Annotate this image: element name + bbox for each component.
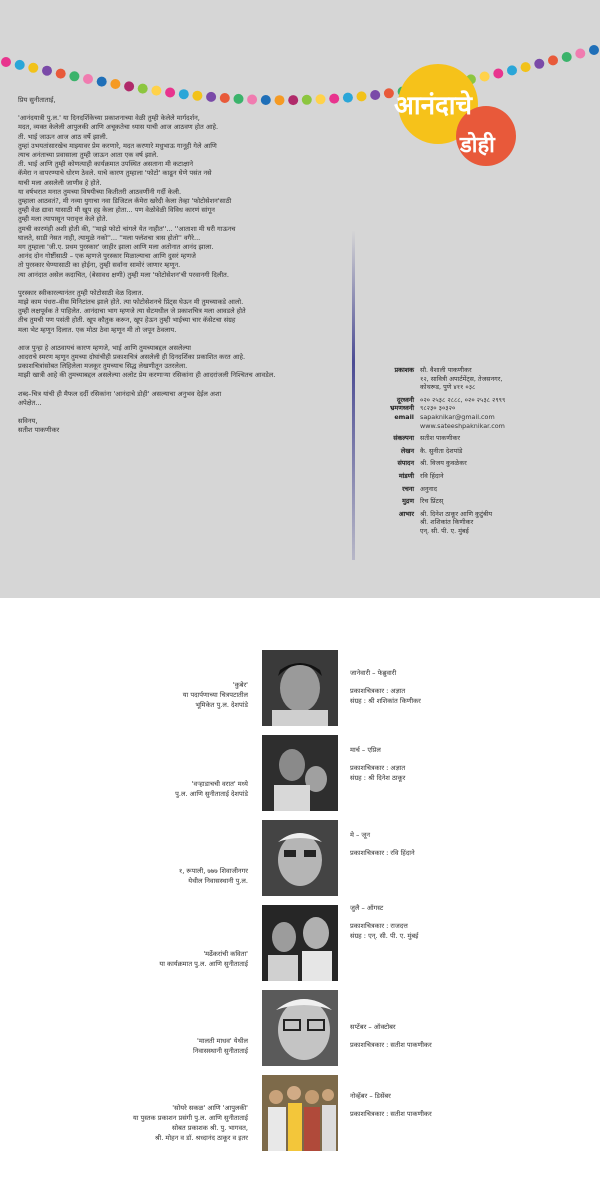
photo-portrait-2 — [262, 735, 338, 811]
credit-line: सतीश पाकणीकर — [420, 434, 460, 443]
calendar-index — [0, 598, 600, 1200]
caption-line: येथील निवासस्थानी पु.ल. — [188, 877, 248, 885]
caption-line: भूमिकेत पु.ल. देशपांडे — [195, 701, 248, 709]
credit-label: email — [394, 412, 414, 421]
credit-label: आभार — [398, 509, 414, 518]
letter-line: त्या आनंदात असेल कदाचित, (बेसावध क्षणी) तुम्ही मला 'फोटोसेशन'ची परवानगी दिलीत. — [18, 270, 229, 279]
credit-line: श्री. शशिकांत किणीकर — [420, 518, 474, 527]
letter-line: ती. भाई आणि तुम्ही कोणत्याही कार्यक्रमात उपस्थित असताना मी कटाक्षाने — [18, 160, 194, 169]
letter-closing: सविनय, — [18, 417, 38, 426]
credit-line: कै. सुनीता देशपांडे — [420, 446, 463, 455]
letter-line: त्याच अनंताच्या प्रवासाला तुम्ही जाऊन आता एक वर्ष झाले. — [18, 151, 159, 160]
letter-line: पुरस्कार स्वीकारल्यानंतर तुम्ही फोटोसाठी वेळ दिलात. — [18, 288, 144, 297]
caption-line: १, रूपाली, ७७७ शिवाजीनगर — [178, 867, 248, 875]
bead — [97, 77, 107, 87]
month-info — [350, 830, 590, 858]
bead — [56, 69, 66, 79]
caption-line: निवासस्थानी सुनीताताई — [192, 1047, 248, 1055]
caption-line: 'मालती माधव' येथील — [197, 1037, 248, 1045]
bead — [370, 90, 380, 100]
collection-credit: संग्रह : श्री दिनेश ठाकूर — [350, 774, 406, 782]
credit-label: रचना — [402, 484, 414, 493]
credit-line: रिच प्रिंटस् — [420, 497, 444, 506]
month-name: मार्च – एप्रिल — [350, 746, 381, 754]
letter — [18, 96, 348, 436]
letter-line: तुम्ही लक्षपूर्वक ते पाहिलेत. आनंदाचा भाग म्हणजे त्या सेटमधील जे प्रकाशचित्र मला आवडले होते — [18, 307, 246, 316]
letter-line: तुमची कारणंही अशी होती की, ''माझे फोटो चांगले येत नाहीत''... ''आताशा मी घरी गाऊनच — [18, 224, 236, 233]
email-link[interactable]: sapaknikar@gmail.com — [420, 412, 495, 421]
credit-line: रवि हिंदाने — [420, 471, 444, 480]
photo-caption — [8, 866, 248, 886]
credit-row-concept — [340, 434, 590, 443]
photo-caption — [8, 779, 248, 799]
photo-group — [262, 1075, 338, 1151]
photo-caption — [8, 1036, 248, 1056]
credits-block — [340, 366, 590, 536]
photo-caption — [8, 949, 248, 969]
letter-line: शब्द–चित्र यांची ही मैफल दर्दी रसिकांना 'आनंदाचे डोही' असल्याचा अनुभव देईल अशा — [18, 389, 222, 398]
credit-row-printing — [340, 497, 590, 506]
photo-portrait-3 — [262, 820, 338, 896]
credit-value — [420, 510, 590, 536]
credit-line: श्री. विजय कुवळेकर — [420, 459, 467, 468]
letter-line: आदराचे स्मरण म्हणून तुमच्या दोघांचीही प्रकाशचित्रं असलेली ही दिनदर्शिका प्रकाशित करत आहे. — [18, 353, 246, 362]
bead — [357, 91, 367, 101]
letter-line: माझे काम पंधरा–वीस मिनिटांतच झाले होते. त्या फोटोसेशनचे प्रिंट्स घेऊन मी तुमच्याकडे आलो. — [18, 298, 244, 307]
logo-line2: डोही — [460, 133, 495, 158]
caption-line: पु.ल. आणि सुनीताताई देशपांडे — [175, 790, 248, 798]
bead — [562, 52, 572, 62]
credit-label: मुद्रण — [402, 497, 414, 506]
collection-credit: संग्रह : श्री शशिकांत किणीकर — [350, 697, 421, 705]
bead — [138, 84, 148, 94]
credit-row-thanks — [340, 510, 590, 536]
bead — [589, 45, 599, 55]
website-link[interactable]: www.sateeshpaknikar.com — [420, 421, 505, 430]
bead — [521, 62, 531, 72]
letter-line: कॅमेरा न वापरण्याचे धोरण ठेवले. याचे कारण तुम्हाला 'फोटो' काढून घेणे पसंत नसे — [18, 169, 212, 178]
bead — [83, 74, 93, 84]
cover-panel — [0, 0, 600, 598]
caption-line: श्री. मोहन व डॉ. श्रध्दानंद ठाकूर व इतर — [154, 1134, 248, 1142]
credit-line: ०२० २५३८ २८८८, ०२० २५३८ २९९९ — [420, 395, 506, 404]
letter-line: तो पुरस्कार घेण्यासाठी का होईना, तुम्ही सर्वांना सामोरं जाणार म्हणून. — [18, 261, 181, 270]
letter-line: तुम्हाला आठवतं?, मी नव्या युगाचा नवा डिजिटल कॅमेरा खरेदी केला तेव्हा 'फोटोसेशन'साठी — [18, 197, 232, 206]
bead — [110, 79, 120, 89]
letter-line: घालते, साडी नेसत नाही, त्यामुळे नको''... ''मला फ्लॅशचा त्रास होतो'' वगैरे... — [18, 233, 201, 242]
credit-line: १२, सावित्री अपार्टमेंट्स, तेजसनगर, — [420, 374, 503, 383]
month-block-sep-oct — [0, 990, 600, 1070]
photographer-credit: प्रकाशचित्रकार : सतीश पाकणीकर — [350, 1110, 432, 1118]
credit-value — [420, 366, 590, 392]
credit-label: लेखन — [400, 446, 414, 455]
letter-line: तुम्ही मला त्यापासून परावृत्त केले होते. — [18, 215, 108, 224]
credit-label: संपादन — [397, 459, 414, 468]
credit-row-publisher — [340, 366, 590, 392]
month-info — [350, 668, 590, 706]
letter-line: मदत, व्यक्त केलेली आपुलकी आणि अचूकतेचा ध्यास याची आज आठवण होत आहे. — [18, 123, 219, 132]
credit-label: प्रकाशक — [394, 366, 414, 374]
letter-line: तुम्ही वेळ द्यावा यासाठी मी खूप हट्ट केला होता... पण वेळोवेळी विविध कारणं सांगून — [18, 206, 215, 215]
month-info — [350, 1022, 590, 1050]
bead — [575, 49, 585, 59]
month-name: नोव्हेंबर – डिसेंबर — [350, 1092, 391, 1100]
caption-line: 'सोयरे सकळ' आणि 'आपुलकी' — [172, 1104, 248, 1112]
photo-portrait-1 — [262, 650, 338, 726]
bead — [548, 55, 558, 65]
letter-line: ती. भाई जाऊन आज आठ वर्षे झाली. — [18, 132, 108, 141]
month-info — [350, 1091, 590, 1119]
credit-row-typesetting — [340, 485, 590, 494]
photographer-credit: प्रकाशचित्रकार : सतीश पाकणीकर — [350, 1041, 432, 1049]
collection-credit: संग्रह : एन्. सी. पी. ए. मुंबई — [350, 932, 419, 940]
letter-signature: सतीश पाकणीकर — [18, 426, 60, 435]
credit-line: ९८२३० ३०३२० — [420, 404, 456, 413]
photographer-credit: प्रकाशचित्रकार : अज्ञात — [350, 764, 406, 772]
bead — [1, 57, 11, 67]
caption-line: 'वऱ्हाडाचची वरात' मध्ये — [191, 780, 248, 788]
bead — [69, 71, 79, 81]
month-name: मे – जून — [350, 831, 370, 839]
month-name: जानेवारी – फेब्रुवारी — [350, 669, 397, 677]
photographer-credit: प्रकाशचित्रकार : अज्ञात — [350, 687, 406, 695]
letter-salutation: प्रिय सुनीताताई, — [18, 96, 56, 104]
month-name: जुलै – ऑगस्ट — [350, 904, 384, 912]
caption-line: या पदार्पणाच्या चित्रपटातील — [182, 691, 248, 699]
credit-line: श्री. दिनेश ठाकूर आणि कुटुंबीय — [420, 509, 493, 518]
letter-line: याची मला असलेली जाणीव हे होते. — [18, 178, 102, 187]
credit-label: संकल्पना — [393, 434, 414, 443]
bead — [42, 66, 52, 76]
credit-row-phone — [340, 396, 590, 405]
caption-line: या पुस्तक प्रकाशन प्रसंगी पु.ल. आणि सुनीताताई — [132, 1114, 248, 1122]
credit-row-editing — [340, 459, 590, 468]
month-block-jan-feb — [0, 650, 600, 730]
credit-row-layout — [340, 472, 590, 481]
letter-line: तुम्हां उभयतांसारखेच माझ्यावर प्रेम करणारे, मदत करणारे मधुभाऊ गानूही गेले आणि — [18, 141, 217, 150]
letter-line: 'आनंदयात्री पु.ल.' या दिनदर्शिकेच्या प्रकाशनाच्या वेळी तुम्ही केलेले मार्गदर्शन, — [18, 114, 200, 123]
bead — [151, 86, 161, 96]
letter-line: मग तुम्हाला 'जी.ए. प्रथम पुरस्कार' जाहीर झाला आणि मला अतोनात आनंद झाला. — [18, 243, 214, 252]
caption-line: या कार्यक्रमात पु.ल. आणि सुनीताताई — [159, 960, 248, 968]
caption-line: 'कुबेर' — [232, 681, 248, 689]
letter-line: अपेक्षेत... — [18, 398, 42, 407]
bead — [124, 81, 134, 91]
logo-line1: आनंदाचे — [394, 91, 473, 121]
month-block-mar-apr — [0, 735, 600, 815]
credit-row-writing — [340, 447, 590, 456]
letter-line: तीच तुमची पण पसंती होती. खूप कौतुक करून, खूप हेऊन तुम्ही भाईच्या चार कॅसेटचा संग्रह — [18, 316, 236, 325]
bead — [534, 59, 544, 69]
credit-label: भ्रमणध्वनी — [389, 404, 414, 413]
letter-paragraph-1 — [18, 114, 348, 280]
letter-line: आनंद दोन गोष्टींसाठी – एक म्हणजे पुरस्कार मिळाल्याचा आणि दुसरं म्हणजे — [18, 252, 196, 261]
month-info — [350, 903, 590, 941]
caption-line: 'मर्ढेकरांची कविता' — [203, 950, 248, 958]
letter-line: प्रकाशचित्रांसोबत लिहिलेला मजकूर तुमच्याच सिद्ध लेखणीतून उतरलेला. — [18, 362, 188, 371]
photographer-credit: प्रकाशचित्रकार : रवि हिंदाने — [350, 849, 415, 857]
letter-line: माझी खात्री आहे की तुमच्याबद्दल असलेल्या अलोट प्रेम करणाऱ्या रसिकांना ही आदरांजली निश्चितच आवडेल. — [18, 371, 276, 380]
credit-value — [420, 413, 590, 430]
credit-row-mobile — [340, 404, 590, 413]
photo-caption — [8, 1103, 248, 1143]
month-info — [350, 745, 590, 783]
photo-caption — [8, 680, 248, 710]
letter-line: मला भेट म्हणून दिलात. एक मोठा ठेवा म्हणून मी तो जपून ठेवलाय. — [18, 325, 177, 334]
letter-paragraph-2 — [18, 289, 348, 335]
caption-line: सोबत प्रकाशक श्री. पु. भागवत, — [171, 1124, 248, 1132]
photo-portrait-4 — [262, 905, 338, 981]
letter-line: या वर्षभरात मनात तुमच्या विषयीच्या कितीतरी आठवणींनी गर्दी केली. — [18, 187, 182, 196]
letter-paragraph-3 — [18, 344, 348, 381]
credit-label: दूरध्वनी — [396, 395, 414, 404]
month-block-jul-aug — [0, 905, 600, 985]
credit-line: सौ. वैशाली पाकणीकर — [420, 366, 472, 374]
credit-line: कोथरूड, पुणे ४११ ०३८ — [420, 383, 476, 392]
month-block-nov-dec — [0, 1075, 600, 1155]
letter-paragraph-4 — [18, 390, 348, 408]
letter-line: आज पुन्हा हे आठवायचं कारण म्हणजे, भाई आणि तुमच्याबद्दल असलेल्या — [18, 343, 191, 352]
month-name: सप्टेंबर – ऑक्टोबर — [350, 1023, 396, 1031]
photo-portrait-5 — [262, 990, 338, 1066]
photographer-credit: प्रकाशचित्रकार : राजदत्त — [350, 922, 408, 930]
bead — [28, 63, 38, 73]
credit-label: मांडणी — [398, 471, 414, 480]
credit-line: एन्. सी. पी. ए. मुंबई — [420, 526, 469, 535]
credit-row-email — [340, 413, 590, 430]
month-block-may-jun — [0, 820, 600, 900]
title-logo — [390, 60, 520, 170]
credit-line: अनुनाद — [420, 484, 438, 493]
bead — [15, 60, 25, 70]
